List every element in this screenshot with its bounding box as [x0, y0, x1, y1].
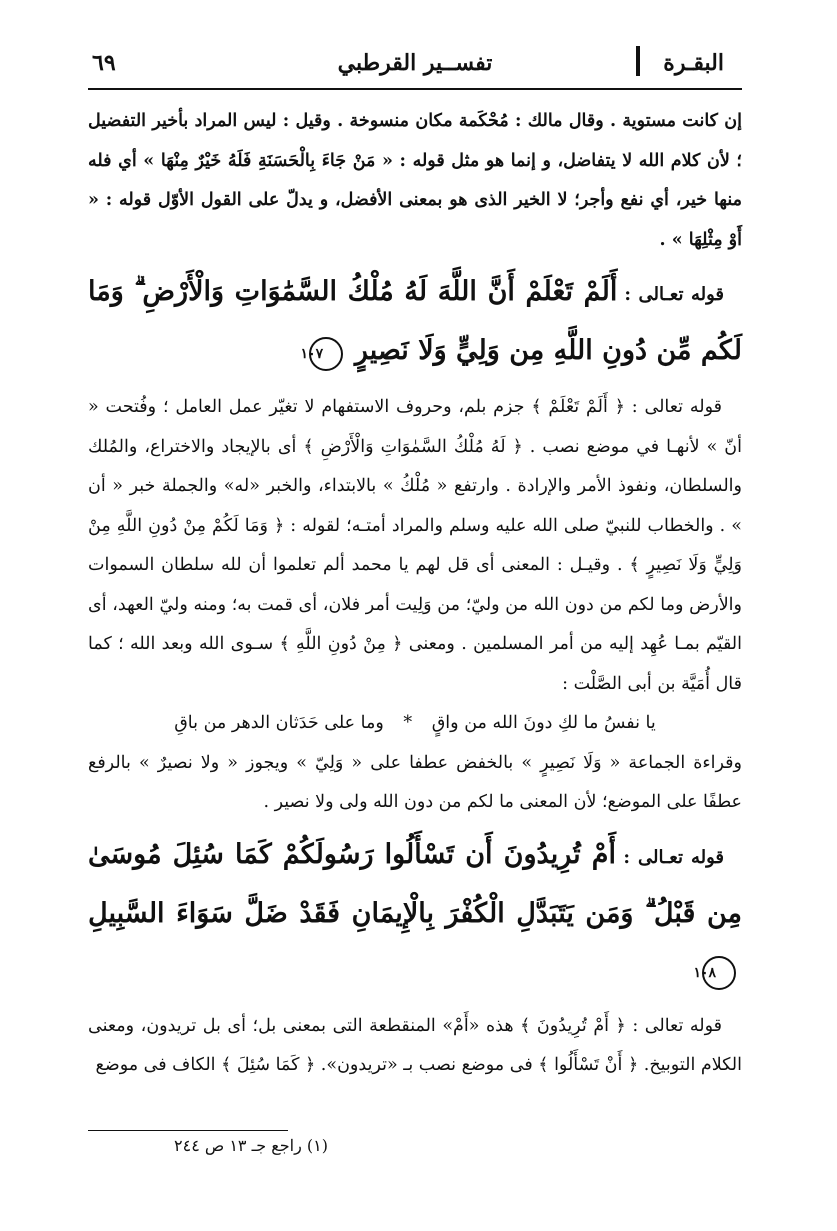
verse-107: [88, 264, 742, 382]
poem-hemistich-1: يا نفسُ ما لكِ دونَ الله من واقٍ: [431, 713, 656, 733]
ayah-number-badge: ١٠٨: [702, 956, 736, 990]
page-body: [88, 102, 742, 1086]
page-number: ٦٩: [92, 50, 116, 76]
running-head-surah: البقـرة: [663, 50, 724, 76]
poem-verse: [88, 704, 742, 744]
footnote: (١) راجع جـ ١٣ ص ٢٤٤: [174, 1136, 328, 1155]
paragraph-4: قوله تعالى : ﴿ أَمْ تُرِيدُونَ ﴾ هذه «أَمْ» المنقطعة التى بمعنى بل؛ أى بل تريدون، ومعنى الكلام التوبيخ. ﴿ أَنْ تَسْأَلُوا ﴾ فى موضع نصب بـ «تريدون». ﴿ كَمَا سُئِلَ ﴾ الكاف فى موضع: [88, 1015, 742, 1075]
page-header: [88, 38, 742, 90]
running-head-title: تفســير القرطبي: [337, 50, 493, 76]
book-page: [88, 38, 742, 1198]
paragraph-1: إن كانت مستوية . وقال مالك : مُحْكَمة مكان منسوخة . وقيل : ليس المراد بأخير التفضيل ؛ لأن كلام الله لا يتفاضل، و إنما هو مثل قوله : « مَنْ جَاءَ بِالْحَسَنَةِ فَلَهُ خَيْرٌ مِنْهَا » أي فله منها خير، أي نفع وأجر؛ لا الخير الذى هو بمعنى الأفضل، و يدلّ على القول الأوّل قوله : « أَوْ مِثْلِهَا » .: [88, 111, 742, 250]
verse-label: قوله تعـالى :: [624, 284, 725, 305]
poem-separator: *: [403, 713, 413, 733]
paragraph-3: وقراءة الجماعة « وَلَا نَصِيرٍ » بالخفض عطفا على « وَلِيّ » ويجوز « ولا نصيرٌ » بالرفع عطفًا على الموضع؛ لأن المعنى ما لكم من دون الله ولى ولا نصير .: [88, 752, 742, 812]
verse-108: [88, 827, 742, 1001]
paragraph-2: قوله تعالى : ﴿ أَلَمْ تَعْلَمْ ﴾ جزم بلم، وحروف الاستفهام لا تغيّر عمل العامل ؛ وفُتحت « أنّ » لأنهـا في موضع نصب . ﴿ لَهُ مُلْكُ السَّمٰوَاتِ وَالْأَرْضِ ﴾ أى بالإيجاد والاختراع، والمُلك والسلطان، ونفوذ الأمر والإرادة . وارتفع « مُلْكُ » بالابتداء، والخبر «له» والجملة خبر « أن » . والخطاب للنبيّ صلى الله عليه وسلم والمراد أمتـه؛ لقوله : ﴿ وَمَا لَكُمْ مِنْ دُونِ اللَّهِ مِنْ وَلِيٍّ وَلَا نَصِيرٍ ﴾ . وقيـل : المعنى أى قل لهم يا محمد ألم تعلموا أن لله سلطان السموات والأرض وما لكم من دون الله من وليّ؛ من وَلِيت أمر فلان، أى قمت به؛ ومنه وليّ العهد، أى القيّم بمـا عُهِد إليه من أمر المسلمين . ومعنى ﴿ مِنْ دُونِ اللَّهِ ﴾ سـوى الله وبعد الله ؛ كما قال أُمَيَّة بن أبى الصَّلْت :: [88, 397, 742, 694]
footnote-divider: [88, 1130, 288, 1131]
ayah-number-badge: ١٠٧: [309, 337, 343, 371]
verse-label: قوله تعـالى :: [623, 846, 724, 868]
verse-text: أَلَمْ تَعْلَمْ أَنَّ اللَّهَ لَهُ مُلْكُ السَّمَٰوَاتِ وَالْأَرْضِ ۗ وَمَا لَكُم مِّن دُونِ اللَّهِ مِن وَلِيٍّ وَلَا نَصِيرٍ: [88, 276, 742, 366]
verse-text: أَمْ تُرِيدُونَ أَن تَسْأَلُوا رَسُولَكُمْ كَمَا سُئِلَ مُوسَىٰ مِن قَبْلُ ۗ وَمَن يَتَبَدَّلِ الْكُفْرَ بِالْإِيمَانِ فَقَدْ ضَلَّ سَوَاءَ السَّبِيلِ: [88, 838, 742, 929]
poem-hemistich-2: وما على حَدَثان الدهر من باقِ: [174, 713, 384, 733]
